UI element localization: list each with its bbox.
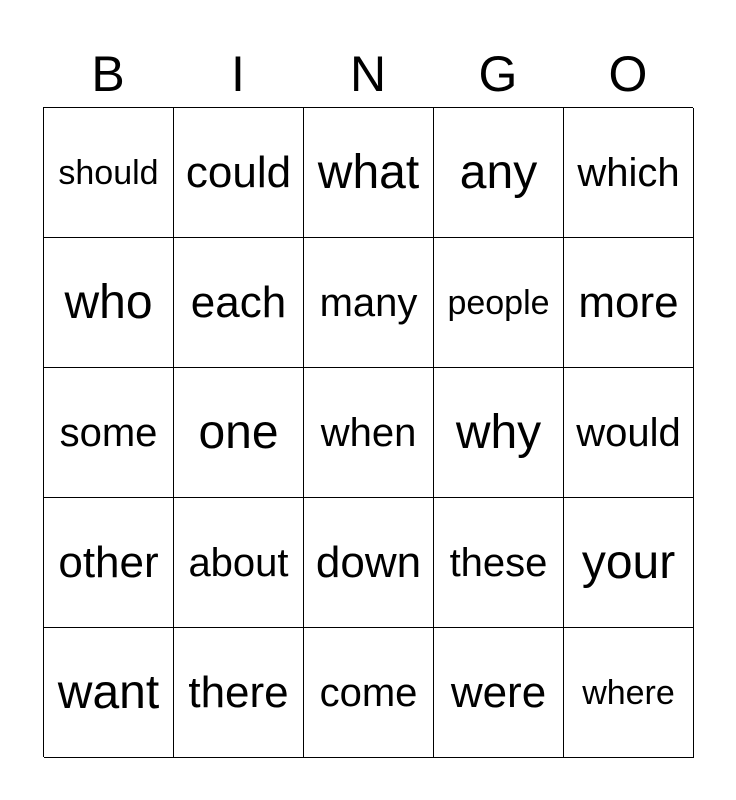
bingo-cell: many	[304, 238, 434, 368]
header-letter-i: I	[231, 46, 245, 102]
bingo-cell: could	[174, 108, 304, 238]
bingo-cell: these	[434, 498, 564, 628]
header-letter-o: O	[608, 46, 648, 102]
bingo-cell: which	[564, 108, 694, 238]
bingo-cell: what	[304, 108, 434, 238]
bingo-cell: about	[174, 498, 304, 628]
bingo-cell: more	[564, 238, 694, 368]
bingo-cell: your	[564, 498, 694, 628]
bingo-cell: one	[174, 368, 304, 498]
bingo-cell: any	[434, 108, 564, 238]
bingo-cell: other	[44, 498, 174, 628]
header-letter-n: N	[349, 46, 387, 102]
bingo-cell: come	[304, 628, 434, 758]
bingo-header	[43, 44, 693, 104]
bingo-cell: each	[174, 238, 304, 368]
bingo-cell: want	[44, 628, 174, 758]
bingo-cell: where	[564, 628, 694, 758]
bingo-cell: when	[304, 368, 434, 498]
bingo-cell: should	[44, 108, 174, 238]
bingo-cell: down	[304, 498, 434, 628]
bingo-cell: people	[434, 238, 564, 368]
header-letter-b: B	[91, 46, 125, 102]
bingo-cell: some	[44, 368, 174, 498]
bingo-cell: there	[174, 628, 304, 758]
bingo-cell: why	[434, 368, 564, 498]
bingo-board	[43, 107, 693, 757]
bingo-cell: were	[434, 628, 564, 758]
bingo-cell: who	[44, 238, 174, 368]
bingo-cell: would	[564, 368, 694, 498]
header-letter-g: G	[478, 46, 518, 102]
